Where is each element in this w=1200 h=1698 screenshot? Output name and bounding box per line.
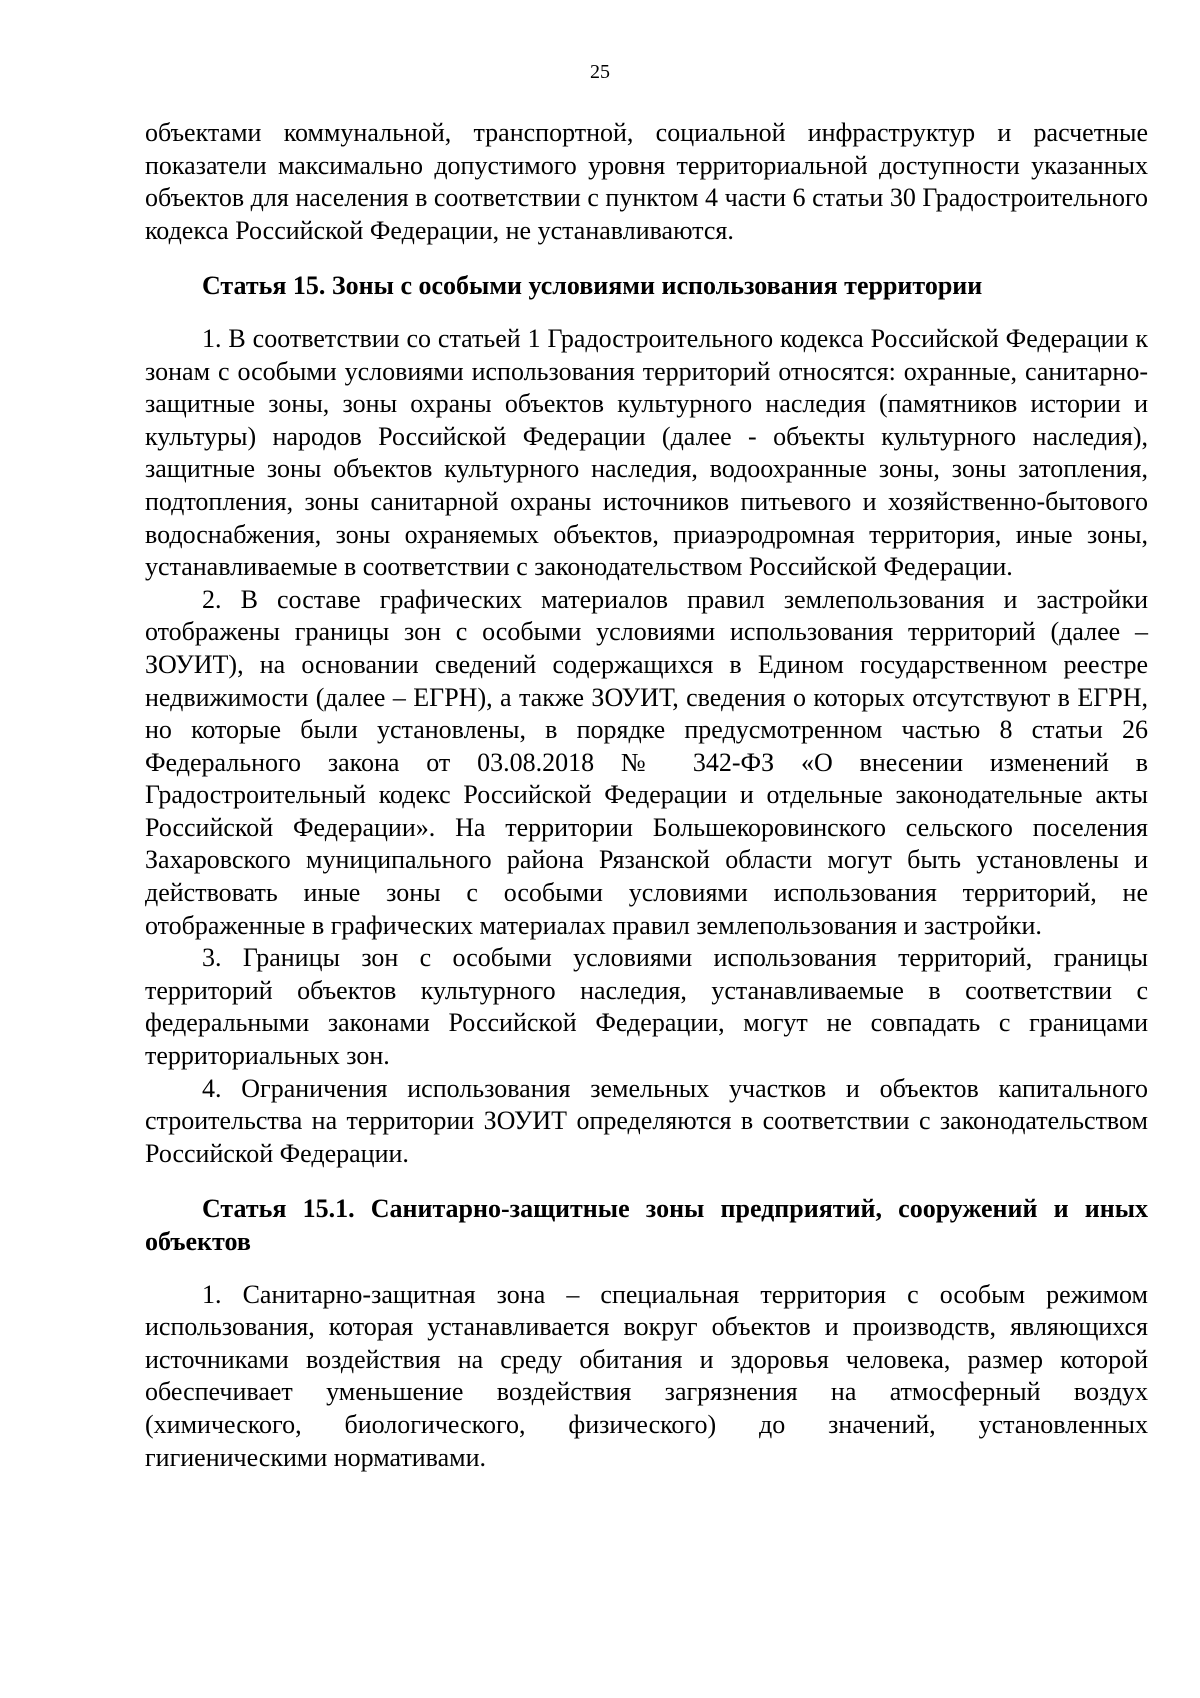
article-15-heading-block: [145, 270, 1148, 303]
article-15-1-paragraph-1: 1. Санитарно-защитная зона – специальная территория с особым режимом использования, которая устанавливается вокруг объектов и производств, являющихся источниками воздействия на среду обитания и здоровья человека, размер которой обеспечивает уменьшение воздействия загрязнения на атмосферный воздух (химического, биологического, физического) до значений, установленных гигиеническими нормативами.: [145, 1279, 1148, 1472]
article-15-paragraph-3: 3. Границы зон с особыми условиями использования территорий, границы территорий объектов культурного наследия, устанавливаемые в соответствии с федеральными законами Российской Федерации, могут не совпадать с границами территориальных зон.: [145, 943, 1148, 1071]
article-15-1-heading-block: [145, 1193, 1148, 1258]
article-15-title: Статья 15. Зоны с особыми условиями использования территории: [202, 271, 983, 301]
article-15-paragraph-4: 4. Ограничения использования земельных участков и объектов капитального строительства на территории ЗОУИТ определяются в соответствии с законодательством Российской Федерации.: [145, 1073, 1148, 1168]
article-15-1-title: Статья 15.1. Санитарно-защитные зоны предприятий, сооружений и иных объектов: [145, 1194, 1148, 1256]
intro-paragraph: объектами коммунальной, транспортной, социальной инфраструктур и расчетные показатели максимально допустимого уровня территориальной доступности указанных объектов для населения в соответствии с пунктом 4 части 6 статьи 30 Градостроительного кодекса Российской Федерации, не устанавливаются.: [145, 118, 1148, 245]
page-number: 25: [590, 61, 610, 83]
page-content: [145, 117, 1148, 1474]
article-15-paragraph-1: 1. В соответствии со статьей 1 Градостроительного кодекса Российской Федерации к зонам с особыми условиями использования территорий относятся: охранные, санитарно-защитные зоны, зоны охраны объектов культурного наследия (памятников истории и культуры) народов Российской Федерации (далее - объекты культурного наследия), защитные зоны объектов культурного наследия, водоохранные зоны, зоны затопления, подтопления, зоны санитарной охраны источников питьевого и хозяйственно-бытового водоснабжения, зоны охраняемых объектов, приаэродромная территория, иные зоны, устанавливаемые в соответствии с законодательством Российской Федерации.: [145, 323, 1148, 582]
article-15-paragraph-2: 2. В составе графических материалов правил землепользования и застройки отображены границы зон с особыми условиями использования территорий (далее – ЗОУИТ), на основании сведений содержащихся в Едином государственном реестре недвижимости (далее – ЕГРН), а также ЗОУИТ, сведения о которых отсутствуют в ЕГРН, но которые были установлены, в порядке предусмотренном частью 8 статьи 26 Федерального закона от 03.08.2018 № 342-ФЗ «О внесении изменений в Градостроительный кодекс Российской Федерации и отдельные законодательные акты Российской Федерации». На территории Большекоровинского сельского поселения Захаровского муниципального района Рязанской области могут быть установлены и действовать иные зоны с особыми условиями использования территорий, не отображенные в графических материалах правил землепользования и застройки.: [145, 584, 1148, 940]
